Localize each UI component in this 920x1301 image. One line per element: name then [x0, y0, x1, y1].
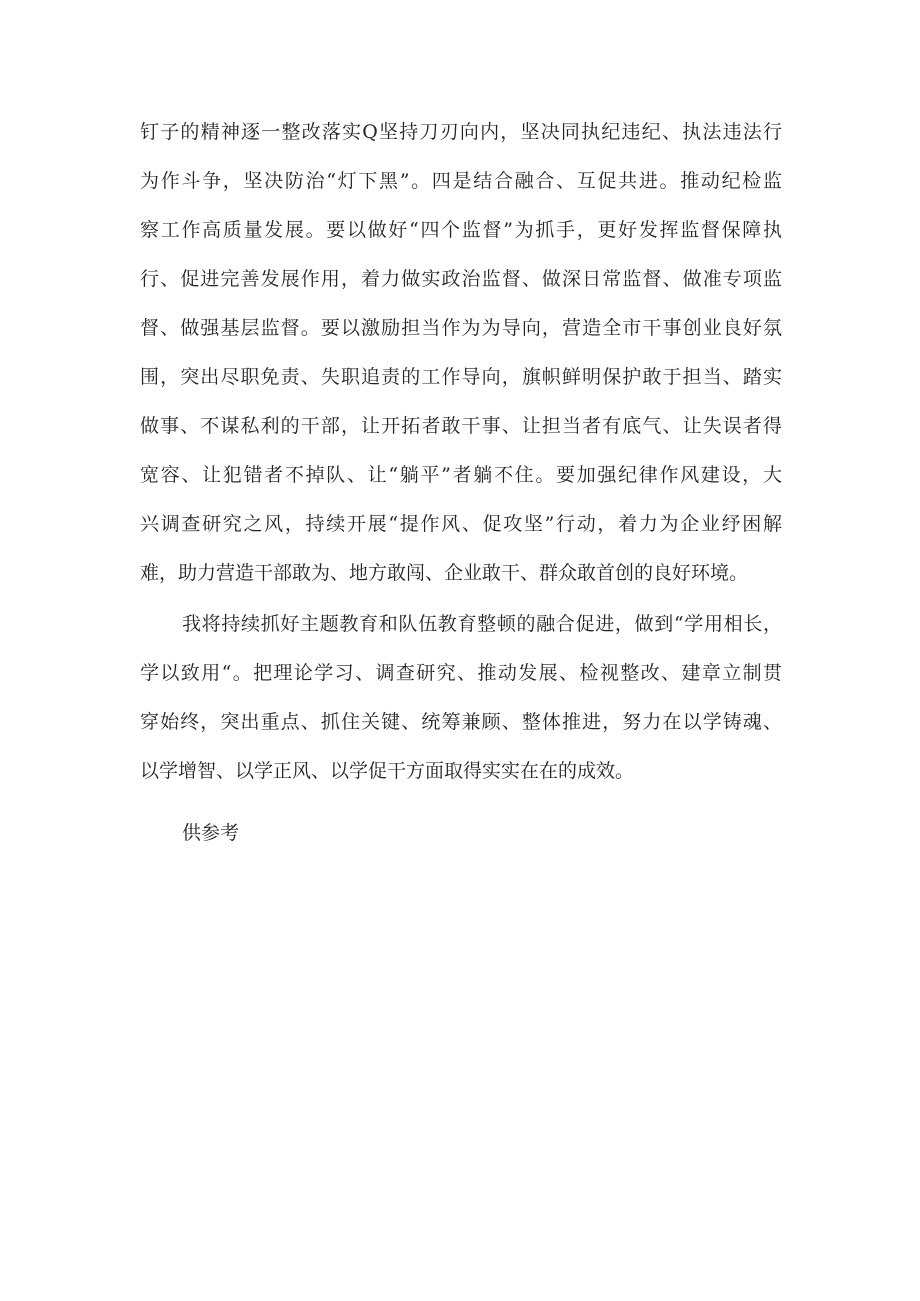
paragraph-1-line-3: 察工作高质量发展。要以做好“四个监督”为抓手，更好发挥监督保障执 — [140, 219, 782, 241]
paragraph-2-line-4: 以学增智、以学正风、以学促干方面取得实实在在的成效。 — [140, 760, 635, 782]
paragraph-1-line-9: 兴调查研究之风，持续开展“提作风、促攻坚”行动，着力为企业纾困解 — [140, 513, 782, 535]
closing-text: 供参考 — [182, 822, 240, 844]
paragraph-2-line-2: 学以致用“。把理论学习、调查研究、推动发展、检视整改、建章立制贯 — [140, 662, 782, 684]
paragraph-2-line-1: 我将持续抓好主题教育和队伍教育整顿的融合促进，做到“学用相长， — [182, 613, 782, 635]
paragraph-1-line-2: 为作斗争，坚决防治“灯下黑”。四是结合融合、互促共进。推动纪检监 — [140, 170, 782, 192]
paragraph-1-line-10: 难，助力营造干部敢为、地方敢闯、企业敢干、群众敢首创的良好环境。 — [140, 562, 749, 584]
paragraph-1-line-6: 围，突出尽职免责、失职追责的工作导向，旗帜鲜明保护敢于担当、踏实 — [140, 366, 782, 388]
paragraph-2-line-3: 穿始终，突出重点、抓住关键、统筹兼顾、整体推进，努力在以学铸魂、 — [140, 711, 782, 733]
paragraph-1-line-7: 做事、不谋私利的干部，让开拓者敢干事、让担当者有底气、让失误者得 — [140, 415, 782, 437]
paragraph-1-line-4: 行、促进完善发展作用，着力做实政治监督、做深日常监督、做准专项监 — [140, 268, 782, 290]
paragraph-1-line-5: 督、做强基层监督。要以激励担当作为为导向，营造全市干事创业良好氛 — [140, 317, 782, 339]
paragraph-1-line-8: 宽容、让犯错者不掉队、让“躺平”者躺不住。要加强纪律作风建设，大 — [140, 464, 782, 486]
paragraph-1-line-1: 钉子的精神逐一整改落实Q坚持刀刃向内，坚决同执纪违纪、执法违法行 — [140, 121, 782, 143]
